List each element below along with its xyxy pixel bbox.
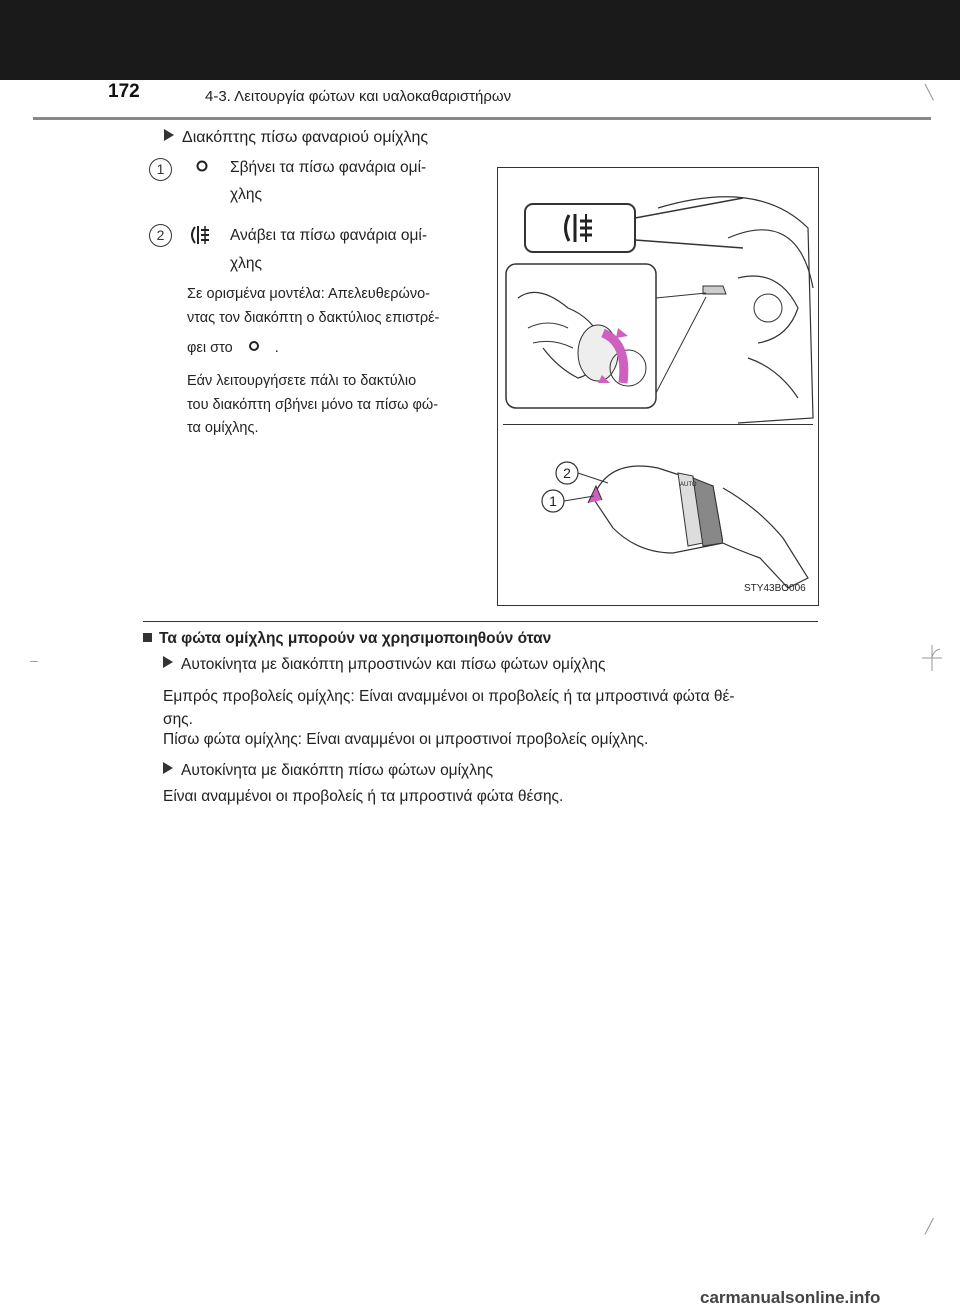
fog-off-inline-icon	[237, 336, 271, 360]
case1-heading: Αυτοκίνητα με διακόπτη μπροστινών και πίσω φώτων ομίχλης	[163, 653, 605, 677]
item-1-text-line2: χλης	[230, 186, 262, 203]
item-2-text-line2: χλης	[230, 255, 262, 272]
figure-divider	[503, 424, 813, 425]
triangle-bullet-icon	[164, 129, 174, 141]
triangle-bullet-icon	[163, 762, 173, 774]
item-1-text-line1: Σβήνει τα πίσω φανάρια ομί-	[230, 159, 427, 176]
triangle-bullet-icon	[163, 656, 173, 668]
square-bullet-icon	[143, 633, 152, 642]
section-divider	[143, 621, 818, 622]
crop-mark-left: –	[30, 652, 38, 668]
header-rule	[33, 117, 931, 120]
figure-code: STY43BO006	[744, 583, 806, 594]
note2-line2: του διακόπτη σβήνει μόνο τα πίσω φώ-	[187, 397, 439, 413]
note1-line3: φει στο .	[187, 336, 279, 360]
item-2-number: 2	[149, 224, 172, 247]
note1-line2: ντας τον διακόπτη ο δακτύλιος επιστρέ-	[187, 310, 440, 326]
crop-mark-top-right: ╲	[925, 84, 934, 100]
note2-line3: τα ομίχλης.	[187, 420, 259, 436]
switch-illustration	[497, 167, 819, 606]
case1-rear: Πίσω φώτα ομίχλης: Είναι αναμμένοι οι μπροστινοί προβολείς ομίχλης.	[163, 731, 649, 748]
section-title: 4-3. Λειτουργία φώτων και υαλοκαθαριστήρων	[205, 88, 512, 105]
item-2-text-line1: Ανάβει τα πίσω φανάρια ομί-	[230, 227, 428, 244]
crop-mark-bottom-right: ╱	[925, 1218, 934, 1234]
conditions-heading: Τα φώτα ομίχλης μπορούν να χρησιμοποιηθούν όταν	[143, 630, 551, 648]
watermark: carmanualsonline.info	[700, 1288, 881, 1307]
note1-line1: Σε ορισμένα μοντέλα: Απελευθερώνο-	[187, 286, 430, 302]
figure-callout-2: 2	[563, 465, 571, 481]
case1-front-line1: Εμπρός προβολείς ομίχλης: Είναι αναμμένοι οι προβολείς ή τα μπροστινά φώτα θέ-	[163, 688, 735, 705]
case2-heading: Αυτοκίνητα με διακόπτη πίσω φώτων ομίχλης	[163, 759, 493, 783]
fog-off-icon	[195, 159, 209, 178]
case2-text: Είναι αναμμένοι οι προβολείς ή τα μπροστινά φώτα θέσης.	[163, 788, 564, 805]
top-black-bar	[0, 0, 960, 80]
rear-fog-switch-heading: Διακόπτης πίσω φαναριού ομίχλης	[164, 129, 428, 147]
figure-callout-1: 1	[549, 493, 557, 509]
page-number: 172	[108, 81, 140, 102]
svg-text:AUTO: AUTO	[680, 482, 697, 488]
rear-fog-lamp-icon	[186, 224, 212, 251]
crop-mark-right	[922, 645, 942, 674]
item-1-number: 1	[149, 158, 172, 181]
case1-front-line2: σης.	[163, 711, 193, 728]
note2-line1: Εάν λειτουργήσετε πάλι το δακτύλιο	[187, 373, 417, 389]
